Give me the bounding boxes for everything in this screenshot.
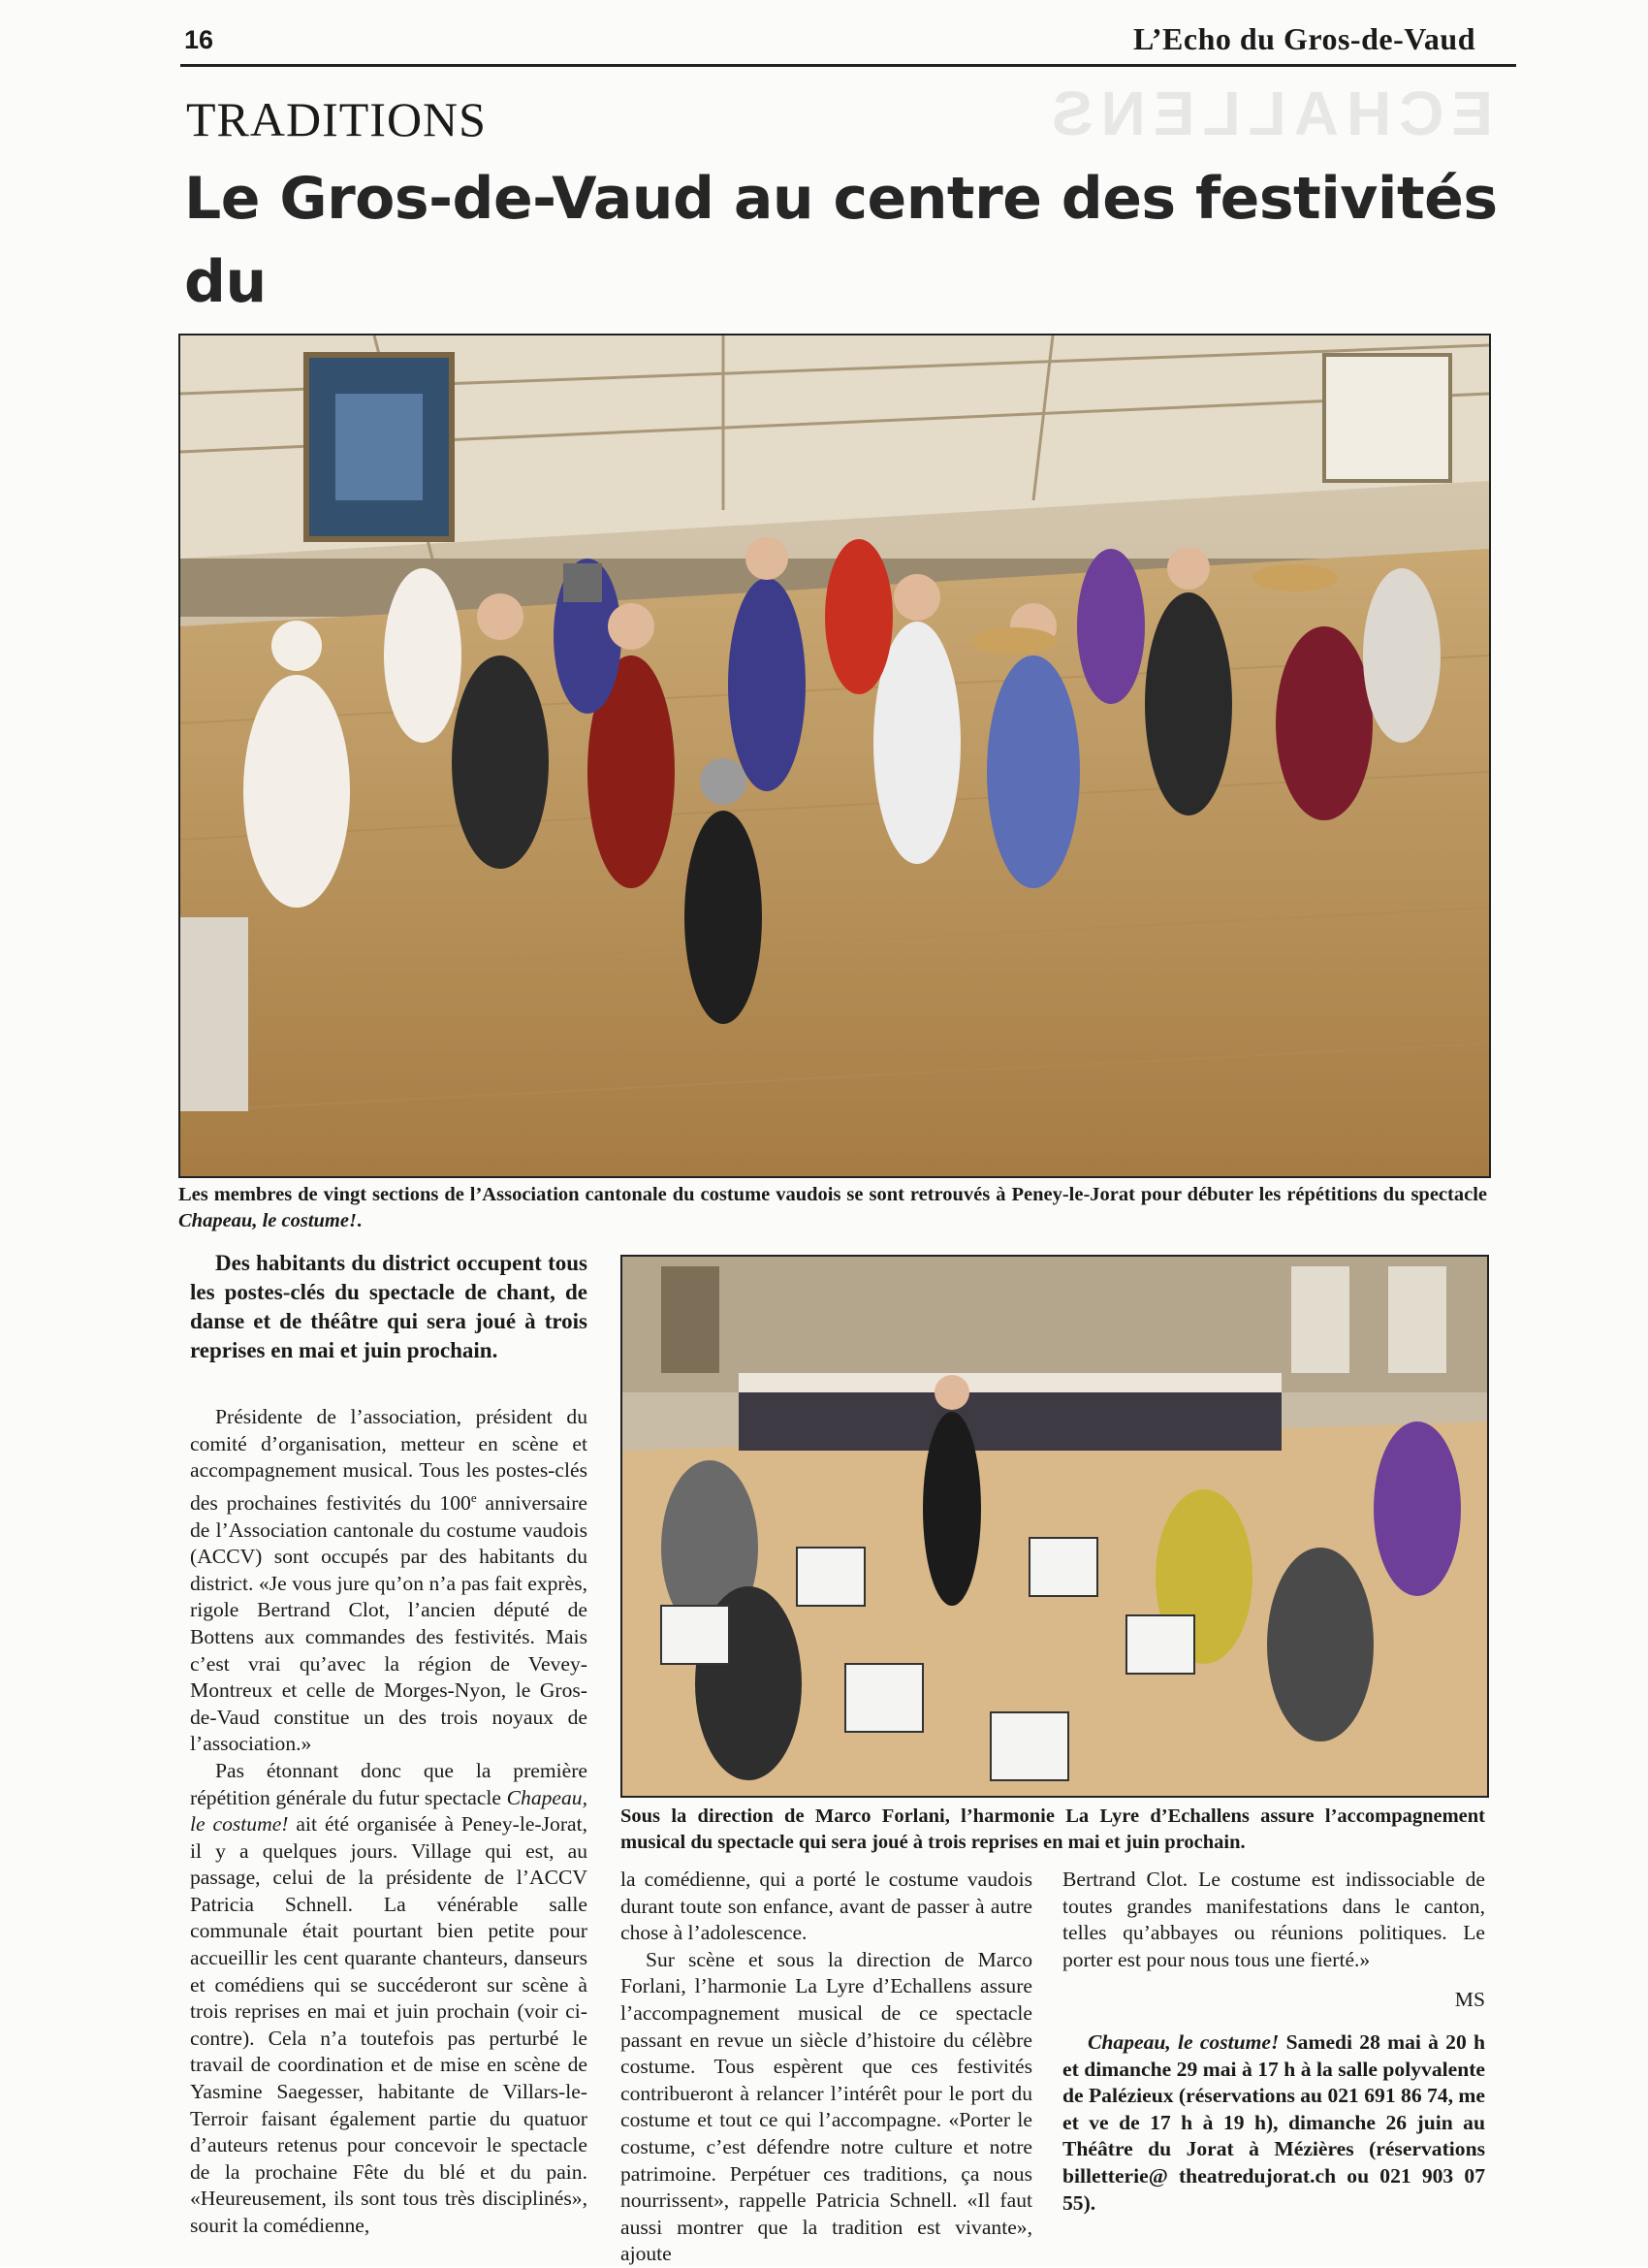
orchestra-illustration (622, 1257, 1487, 1796)
caption-main-text1: Les membres de vingt sections de l’Association cantonale du costume vaudois se sont retrouvés à Peney-le-Jorat pour débuter les répétitions du spectacle (178, 1184, 1487, 1205)
author-signature: MS (1454, 1988, 1485, 2012)
event-info-title: Chapeau, le costume! (1088, 2029, 1280, 2054)
col1-p1-text-a: Présidente de l’association, président du comité d’organisation, metteur en scène et accompagnement musical. Tous les postes-clés des prochaines festivités du 100 (190, 1405, 587, 1515)
col1-paragraph-2 (190, 1758, 587, 2240)
event-info-details: Samedi 28 mai à 20 h et dimanche 29 mai à 17 h à la salle polyvalente de Palézieux (réservations au 021 691 86 74, me et ve de 17 h à 19 h), dimanche 26 juin au Théâtre du Jorat à Mézières (réservations billetterie@ theatredujorat.ch ou 021 903 07 55). (1062, 2029, 1485, 2215)
col1-paragraph-1 (190, 1404, 587, 1758)
journal-name: L’Echo du Gros-de-Vaud (1132, 21, 1475, 56)
article-lead: Des habitants du district occupent tous les postes-clés du spectacle de chant, de danse et de théâtre qui sera joué à trois reprises en mai et juin prochain. (190, 1251, 587, 1362)
headline-line1: Le Gros-de-Vaud au centre des festivités du (184, 165, 1498, 316)
col1-p1-sup: e (470, 1489, 477, 1505)
bleed-through-text: ECHALLENS (1043, 79, 1493, 148)
page-number: 16 (184, 25, 214, 54)
caption-main-text2: . (356, 1210, 363, 1231)
choir-row (739, 1373, 1282, 1451)
caption-main-photo (178, 1182, 1487, 1234)
article-column-1 (190, 1404, 587, 2240)
col3-paragraph-1: Bertrand Clot. Le costume est indissociable de toutes grandes manifestations dans le canton, telles qu’abbayes ou réunions politiques. Le porter est pour nous tous une fierté.» (1062, 1868, 1485, 1971)
photo-orchestra (620, 1255, 1489, 1798)
col1-p2-text-b: ait été organisée à Peney-le-Jorat, il y a quelques jours. Village qui est, au passage, celui de la présidente de l’ACCV Patricia Schnell. La vénérable salle communale était pourtant bien petite pour accueillir les cent quarante chanteurs, danseurs et comédiens qui se succéderont sur scène à trois reprises en mai et juin prochain (voir ci-contre). Cela n’a toutefois pas perturbé le travail de coordination et de mise en scène de Yasmine Saegesser, habitante de Villars-le-Terroir faisant également partie du quatuor d’auteurs retenus pour concevoir le spectacle de la prochaine Fête du blé et du pain. «Heureusement, ils sont tous très disciplinés», sourit la comédienne, (190, 1812, 587, 2237)
col1-p1-text-b: anniversaire de l’Association cantonale du costume vaudois (ACCV) sont occupés par des habitants du district. «Je vous jure qu’on n’a pas fait exprès, rigole Bertrand Clot, l’ancien député de Bottens aux commandes des festivités. Mais c’est vrai qu’avec la région de Vevey-Montreux et celle de Morges-Nyon, le Gros-de-Vaud constitue un des trois noyaux de l’association.» (190, 1490, 587, 1756)
event-info (1062, 2029, 1485, 2217)
masthead-rule (180, 64, 1516, 67)
col2-paragraph-1: la comédienne, qui a porté le costume vaudois durant toute son enfance, avant de passer à autre chose à l’adolescence. (620, 1868, 1032, 1945)
article-column-3 (1062, 1867, 1485, 2217)
caption-main-show-title: Chapeau, le costume! (178, 1210, 357, 1231)
col2-paragraph-2: Sur scène et sous la direction de Marco Forlani, l’harmonie La Lyre d’Echallens assure l’accompagnement musical de ce spectacle passant en revue un siècle d’histoire du célèbre costume. Tous espèrent que ces festivités contribueront à relancer l’intérêt pour le port du costume et tout ce qui l’accompagne. «Porter le costume, c’est défendre notre culture et notre patrimoine. Perpétuer ces traditions, ça nous nourrissent», rappelle Patricia Schnell. «Il faut aussi montrer que la tradition est vivante», ajoute (620, 1947, 1032, 2266)
caption-second-photo: Sous la direction de Marco Forlani, l’harmonie La Lyre d’Echallens assure l’accompagnement musical du spectacle qui sera joué à trois reprises en mai et juin prochain. (620, 1805, 1485, 1853)
col1-p2-show-title: Chapeau, le costume! (190, 1785, 587, 1837)
col1-p2-text-a: Pas étonnant donc que la première répétition générale du futur spectacle (190, 1758, 587, 1809)
rubric: TRADITIONS (186, 92, 487, 146)
article-column-2 (620, 1867, 1032, 2268)
photo-dancers (178, 334, 1491, 1178)
dancers-illustration (180, 335, 1489, 1176)
